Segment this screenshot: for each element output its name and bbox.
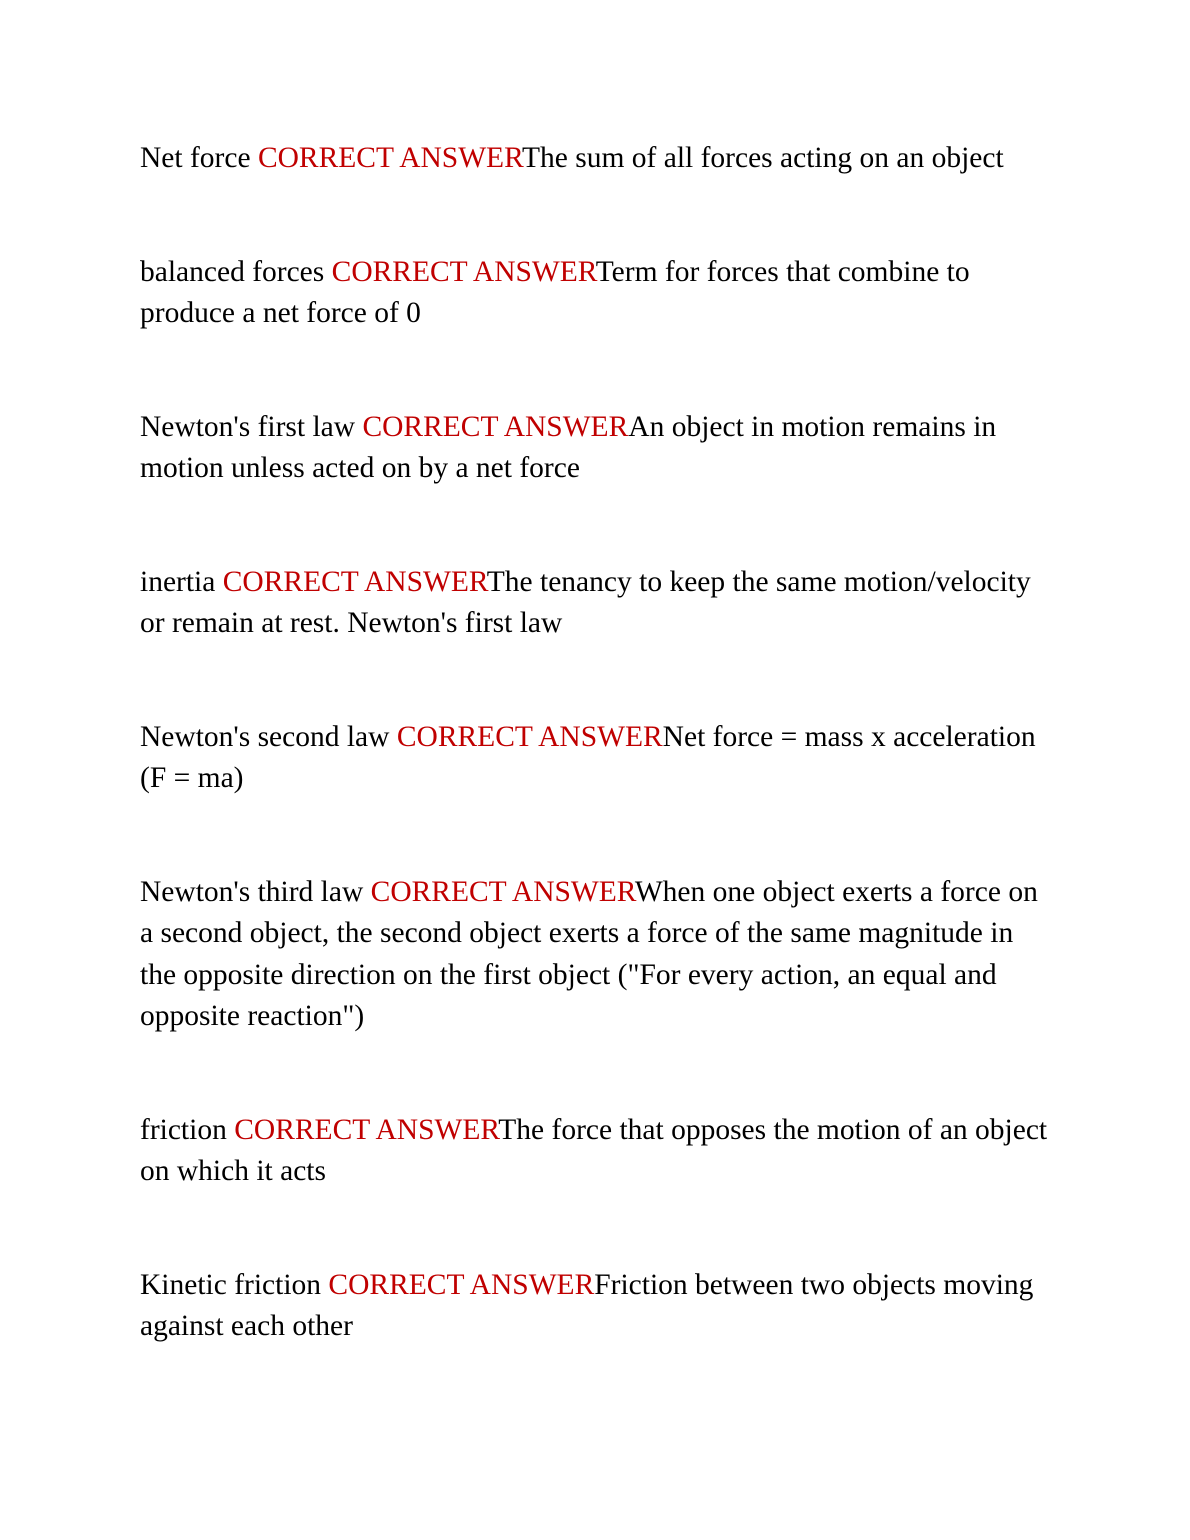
entry-term: Newton's second law	[140, 720, 390, 753]
correct-answer-label: CORRECT ANSWER	[257, 142, 522, 174]
entry-term: friction	[140, 1113, 227, 1146]
entry-definition: Net force = mass x acceleration (F = ma)	[140, 720, 1036, 794]
flashcard-entry	[140, 717, 1055, 800]
entry-definition: Term for forces that combine to produce a net force of 0	[140, 255, 970, 329]
correct-answer-label: CORRECT ANSWER	[396, 720, 663, 753]
entry-definition: The sum of all forces acting on an object	[521, 142, 1004, 174]
flashcard-entry	[140, 1110, 1055, 1193]
entry-definition: When one object exerts a force on a second object, the second object exerts a force of the same magnitude in the opposite direction on the first object ("For every action, an equal and opposite reaction")	[140, 875, 1038, 1032]
entry-definition: The force that opposes the motion of an object on which it acts	[140, 1113, 1048, 1187]
entry-term: Newton's first law	[140, 410, 356, 443]
entry-definition: The tenancy to keep the same motion/velocity or remain at rest. Newton's first law	[140, 565, 1031, 639]
entry-term: Kinetic friction	[140, 1268, 322, 1301]
correct-answer-label: CORRECT ANSWER	[331, 255, 596, 288]
entry-definition: Friction between two objects moving against each other	[140, 1268, 1034, 1342]
correct-answer-label: CORRECT ANSWER	[328, 1268, 595, 1301]
correct-answer-label: CORRECT ANSWER	[362, 410, 629, 443]
correct-answer-label: CORRECT ANSWER	[222, 565, 487, 598]
flashcard-entry	[140, 562, 1055, 645]
entry-definition: An object in motion remains in motion unless acted on by a net force	[140, 410, 997, 484]
entry-term: inertia	[140, 565, 216, 598]
entry-term: Net force	[140, 142, 251, 174]
document-page	[140, 138, 1055, 1420]
flashcard-entry	[140, 252, 1055, 335]
flashcard-entry	[140, 407, 1055, 490]
correct-answer-label: CORRECT ANSWER	[234, 1113, 499, 1146]
correct-answer-label: CORRECT ANSWER	[370, 875, 635, 908]
entry-term: balanced forces	[140, 255, 325, 288]
entry-term: Newton's third law	[140, 875, 364, 908]
flashcard-entry	[140, 1265, 1055, 1348]
flashcard-entry	[140, 138, 1055, 180]
flashcard-entry	[140, 872, 1055, 1038]
